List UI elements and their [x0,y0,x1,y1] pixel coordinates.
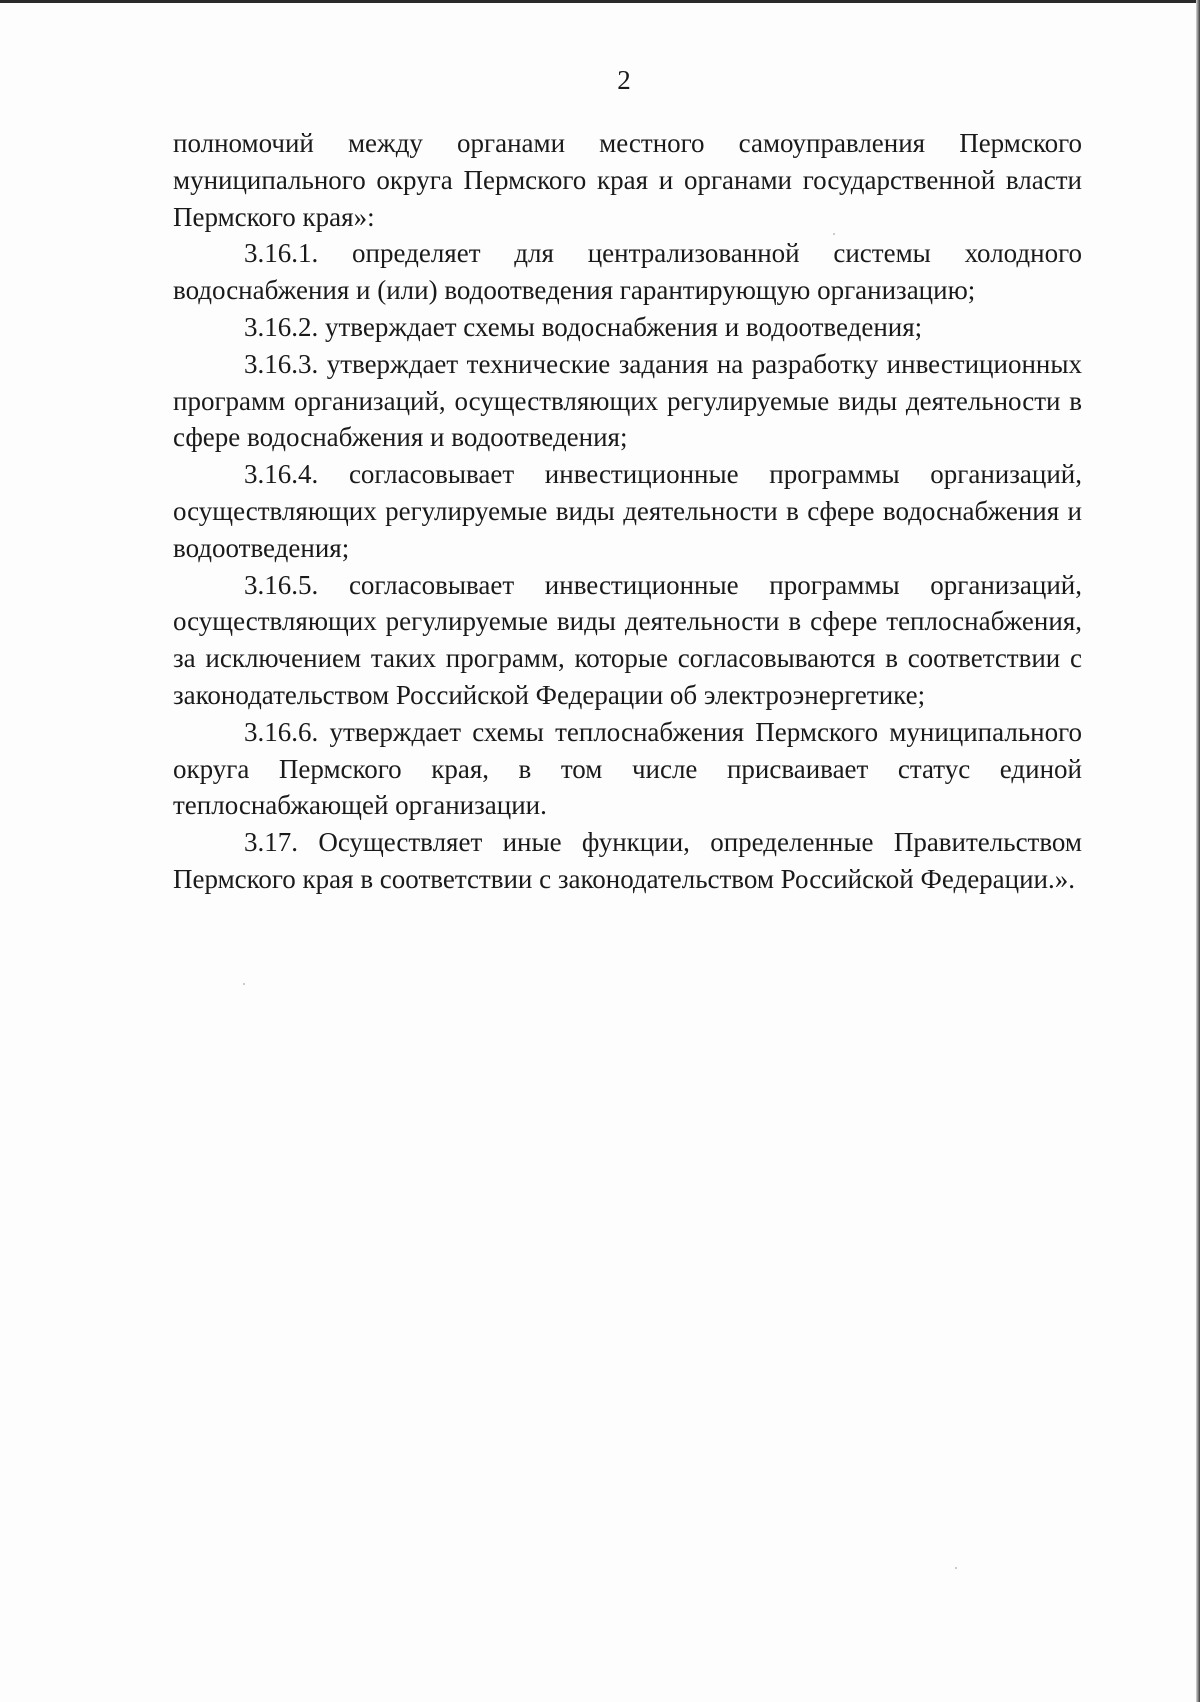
scan-speck [955,1567,957,1569]
scan-speck [833,233,835,235]
paragraph-3-17: 3.17. Осуществляет иные функции, определенные Правительством Пермского края в соответствии с законодательством Российской Федерации.». [173,827,1082,894]
paragraph-3-16-6: 3.16.6. утверждает схемы теплоснабжения Пермского муниципального округа Пермского края, в том числе присваивает статус единой теплоснабжающей организации. [173,716,1082,821]
document-body [173,125,1082,898]
paragraph-3-16-5: 3.16.5. согласовывает инвестиционные программы организаций, осуществляющих регулируемые виды деятельности в сфере теплоснабжения, за исключением таких программ, которые согласовываются в соответствии с законодательством Российской Федерации об электроэнергетике; [173,569,1082,710]
paragraph-continuation: полномочий между органами местного самоуправления Пермского муниципального округа Пермского края и органами государственной власти Пермского края»: [173,128,1082,232]
scan-edge-top [0,0,1200,3]
paragraph-3-16-4: 3.16.4. согласовывает инвестиционные программы организаций, осуществляющих регулируемые виды деятельности в сфере водоснабжения и водоотведения; [173,459,1082,563]
page-number: 2 [617,65,631,95]
paragraph-3-16-3: 3.16.3. утверждает технические задания на разработку инвестиционных программ организаций, осуществляющих регулируемые виды деятельности в сфере водоснабжения и водоотведения; [173,348,1082,453]
paragraph-3-16-1: 3.16.1. определяет для централизованной системы холодного водоснабжения и (или) водоотведения гарантирующую организацию; [173,238,1082,306]
scan-edge-right [1196,0,1200,1702]
scan-speck [243,983,245,985]
paragraph-3-16-2: 3.16.2. утверждает схемы водоснабжения и водоотведения; [244,311,923,342]
